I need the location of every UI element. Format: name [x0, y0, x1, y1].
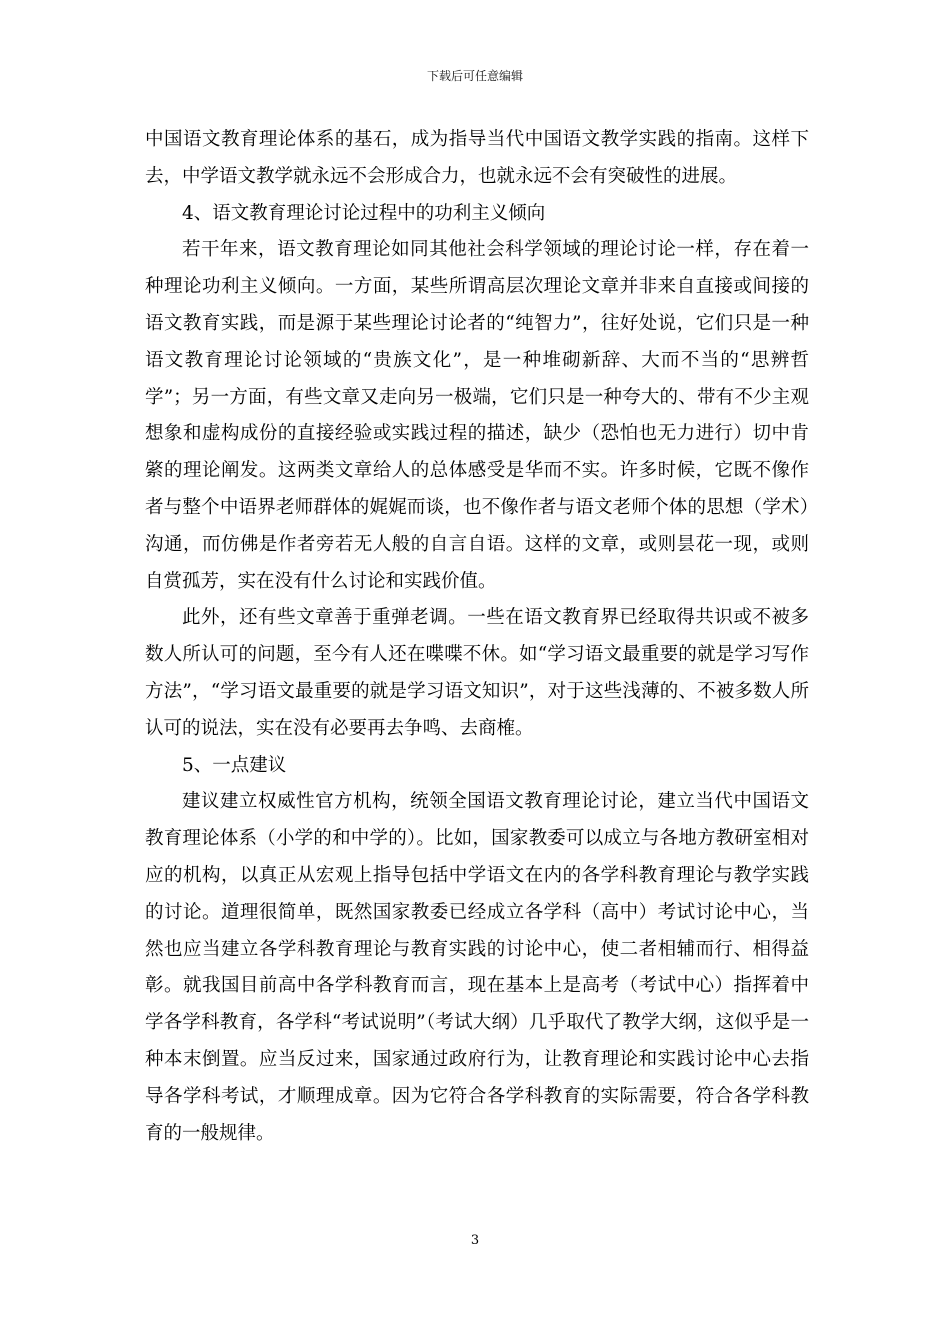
page-number: 3 [470, 1233, 480, 1248]
section-heading-4: 4、语文教育理论讨论过程中的功利主义倾向 [182, 202, 546, 224]
section-heading-5: 5、一点建议 [182, 754, 287, 776]
page-header: 下载后可任意编辑 [426, 69, 523, 83]
paragraph-utilitarianism: 若干年来，语文教育理论如同其他社会科学领域的理论讨论一样，存在着一种理论功利主义倾向。一方面，某些所谓高层次理论文章并非来自直接或间接的语文教育实践，而是源于某些理论讨论者的“纯智力”，往好处说，它们只是一种语文教育理论讨论领域的“贵族文化”，是一种堆砌新辞、大而不当的“思辨哲学”；另一方面，有些文章又走向另一极端，它们只是一种夸大的、带有不少主观想象和虚构成份的直接经验或实践过程的描述，缺少（恐怕也无力进行）切中肯綮的理论阐发。这两类文章给人的总体感受是华而不实。许多时候，它既不像作者与整个中语界老师群体的娓娓而谈，也不像作者与语文老师个体的思想（学术）沟通，而仿佛是作者旁若无人般的自言自语。这样的文章，或则昙花一现，或则自赏孤芳，实在没有什么讨论和实践价值。 [145, 239, 809, 592]
paragraph-suggestion: 建议建立权威性官方机构，统领全国语文教育理论讨论，建立当代中国语文教育理论体系（小学的和中学的）。比如，国家教委可以成立与各地方教研室相对应的机构，以真正从宏观上指导包括中学语文在内的各学科教育理论与教学实践的讨论。道理很简单，既然国家教委已经成立各学科（高中）考试讨论中心，当然也应当建立各学科教育理论与教育实践的讨论中心，使二者相辅而行、相得益彰。就我国目前高中各学科教育而言，现在基本上是高考（考试中心）指挥着中学各学科教育，各学科“考试说明”（考试大纲）几乎取代了教学大纲，这似乎是一种本末倒置。应当反过来，国家通过政府行为，让教育理论和实践讨论中心去指导各学科考试，才顺理成章。因为它符合各学科教育的实际需要，符合各学科教育的一般规律。 [145, 791, 809, 1144]
paragraph-old-tunes: 此外，还有些文章善于重弹老调。一些在语文教育界已经取得共识或不被多数人所认可的问题，至今有人还在喋喋不休。如“学习语文最重要的就是学习写作方法”，“学习语文最重要的就是学习语文知识”，对于这些浅薄的、不被多数人所认可的说法，实在没有必要再去争鸣、去商榷。 [145, 607, 809, 739]
paragraph-continuation: 中国语文教育理论体系的基石，成为指导当代中国语文教学实践的指南。这样下去，中学语文教学就永远不会形成合力，也就永远不会有突破性的进展。 [145, 129, 809, 187]
document-body [145, 122, 809, 1152]
